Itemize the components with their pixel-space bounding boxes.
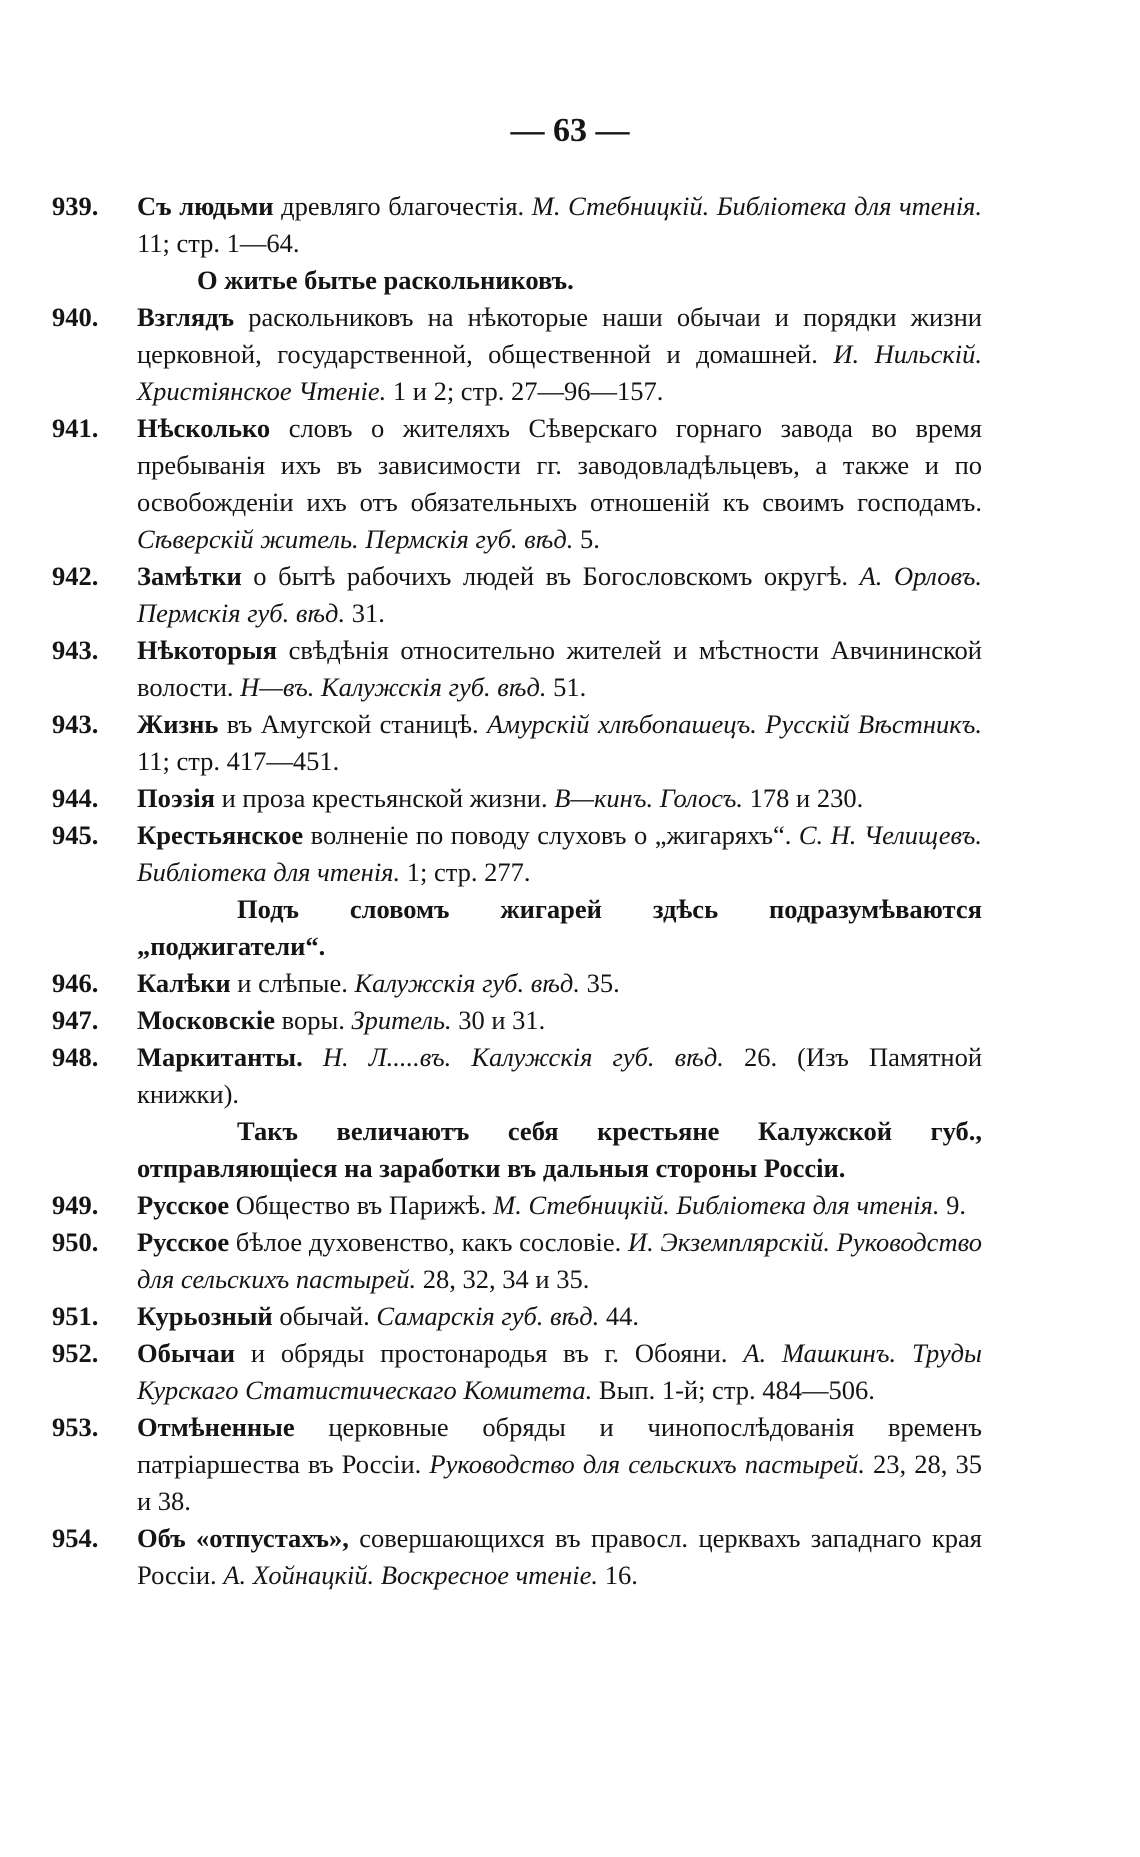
entry-number: 950. xyxy=(52,1227,99,1257)
entry-source: Библіотека для чтенія. xyxy=(709,191,982,221)
entry-source: Христіянское Чтеніе. xyxy=(137,376,387,406)
entry-title: Поэзія xyxy=(137,783,215,813)
bibliography-entry xyxy=(52,1187,982,1224)
entry-source: Библіотека для чтенія. xyxy=(669,1190,940,1220)
entry-details: 5. xyxy=(573,524,600,554)
entry-details: 26. (Изъ Памятной книжки). xyxy=(137,1042,983,1109)
entry-number: 953. xyxy=(52,1412,99,1442)
entry-title: Нѣсколько xyxy=(137,413,271,443)
entry-text: волненіе по поводу слуховъ о „жигаряхъ“. xyxy=(303,820,799,850)
entry-number: 948. xyxy=(52,1042,99,1072)
bibliography-entry xyxy=(52,558,982,632)
entry-text: древляго благочестія. xyxy=(273,191,532,221)
entry-title: Маркитанты. xyxy=(137,1042,303,1072)
entry-details: 11; стр. 1—64. xyxy=(137,228,300,258)
entry-text: совершающихся въ правосл. церквахъ западнаго края Россіи. xyxy=(137,1523,982,1590)
entry-details: 9. xyxy=(939,1190,966,1220)
entry-author: Сѣверскій житель. xyxy=(137,524,359,554)
entry-title: Курьозный xyxy=(137,1301,273,1331)
entry-title: Калѣки xyxy=(137,968,231,998)
entry-text: Общество въ Парижѣ. xyxy=(229,1190,494,1220)
bibliography-entry xyxy=(52,410,982,558)
entry-author: И. Нильскій. xyxy=(833,339,982,369)
entry-text xyxy=(303,1042,323,1072)
entry-title: Русское xyxy=(137,1227,230,1257)
bibliography-entry xyxy=(52,817,982,891)
entry-author: Н. Л.....въ. xyxy=(322,1042,452,1072)
entry-details: 30 и 31. xyxy=(451,1005,546,1035)
entry-note: Такъ величаютъ себя крестьяне Калужской губ., отправляющіеся на заработки въ дальныя стороны Россіи. xyxy=(137,1116,982,1183)
entry-text: воры. xyxy=(274,1005,352,1035)
entry-title: Обычаи xyxy=(137,1338,236,1368)
entry-title: Жизнь xyxy=(137,709,219,739)
entry-details: 23, 28, 35 и 38. xyxy=(137,1449,982,1516)
entry-source: Зритель. xyxy=(351,1005,452,1035)
entry-details: 44. xyxy=(599,1301,639,1331)
entry-text: бѣлое духовенство, какъ сословіе. xyxy=(229,1227,628,1257)
entry-details: 1; стр. 277. xyxy=(400,857,531,887)
entry-title: Замѣтки xyxy=(137,561,242,591)
entry-number: 943. xyxy=(52,709,99,739)
entry-source: Голосъ. xyxy=(653,783,744,813)
entry-source: Труды Курскаго Статистическаго Комитета. xyxy=(137,1338,982,1405)
entry-number: 947. xyxy=(52,1005,99,1035)
entry-text: въ Амугской станицѣ. xyxy=(218,709,487,739)
bibliography-list xyxy=(52,188,982,1594)
entry-title: Съ людьми xyxy=(137,191,274,221)
bibliography-entry xyxy=(52,1520,982,1594)
entry-text: словъ о жителяхъ Сѣверскаго горнаго завода во время пребыванія ихъ въ зависимости гг. заводовладѣльцевъ, а также и по освобожденіи ихъ отъ обязательныхъ отношеній къ своимъ господамъ. xyxy=(137,413,982,517)
bibliography-entry xyxy=(52,1002,982,1039)
bibliography-entry xyxy=(52,1409,982,1520)
entry-number: 939. xyxy=(52,191,99,221)
entry-source: Калужскія губ. вѣд. xyxy=(354,968,580,998)
entry-author: А. Орловъ. xyxy=(859,561,982,591)
entry-text: и обряды простонародья въ г. Обояни. xyxy=(235,1338,744,1368)
entry-number: 945. xyxy=(52,820,99,850)
entry-text: о бытѣ рабочихъ людей въ Богословскомъ округѣ. xyxy=(241,561,860,591)
entry-source: Калужскія губ. вѣд. xyxy=(451,1042,724,1072)
entry-title: Объ «отпустахъ», xyxy=(137,1523,349,1553)
entry-details: 16. xyxy=(598,1560,638,1590)
entry-author: М. Стебницкій. xyxy=(531,191,710,221)
entry-author: С. Н. Челищевъ. xyxy=(798,820,982,850)
entry-text: свѣдѣнія относительно жителей и мѣстности Авчининской волости. xyxy=(137,635,982,702)
entry-text: и слѣпые. xyxy=(230,968,355,998)
entry-details: 51. xyxy=(546,672,587,702)
entry-author: В—кинъ. xyxy=(554,783,654,813)
entry-author: М. Стебницкій. xyxy=(493,1190,670,1220)
entry-number: 951. xyxy=(52,1301,99,1331)
entry-source: Пермскія губ. вѣд. xyxy=(137,598,346,628)
entry-source: Библіотека для чтенія. xyxy=(137,857,401,887)
entry-source: Руководство для сельскихъ пастырей. xyxy=(429,1449,865,1479)
entry-number: 942. xyxy=(52,561,99,591)
entry-source: Руководство для сельскихъ пастырей. xyxy=(137,1227,982,1294)
entry-source: Калужскія губ. вѣд. xyxy=(314,672,547,702)
entry-title: Взглядъ xyxy=(137,302,235,332)
entry-source: Самарскія губ. вѣд. xyxy=(376,1301,600,1331)
entry-text: церковные обряды и чинопослѣдованія временъ патріаршества въ Россіи. xyxy=(137,1412,982,1479)
bibliography-entry xyxy=(52,1224,982,1298)
entry-source: Воскресное чтеніе. xyxy=(374,1560,599,1590)
entry-number: 954. xyxy=(52,1523,99,1553)
entry-note: Подъ словомъ жигарей здѣсь подразумѣваются „поджигатели“. xyxy=(137,894,982,961)
entry-number: 952. xyxy=(52,1338,99,1368)
bibliography-entry xyxy=(52,1298,982,1335)
entry-source: Пермскія губ. вѣд. xyxy=(358,524,574,554)
bibliography-entry xyxy=(52,965,982,1002)
entry-number: 946. xyxy=(52,968,99,998)
entry-number: 941. xyxy=(52,413,99,443)
entry-details: 11; стр. 417—451. xyxy=(137,746,340,776)
entry-title: Московскіе xyxy=(137,1005,275,1035)
entry-text: раскольниковъ на нѣкоторые наши обычаи и порядки жизни церковной, государственной, общественной и домашней. xyxy=(137,302,982,369)
entry-author: И. Экземплярскій. xyxy=(627,1227,830,1257)
entry-number: 949. xyxy=(52,1190,99,1220)
bibliography-entry xyxy=(52,1039,982,1113)
entry-number: 943. xyxy=(52,635,99,665)
entry-details: 178 и 230. xyxy=(743,783,864,813)
entry-author: Н—въ. xyxy=(240,672,315,702)
entry-details: 31. xyxy=(345,598,385,628)
entry-text: обычай. xyxy=(272,1301,377,1331)
bibliography-entry xyxy=(52,1335,982,1409)
entry-details: Вып. 1-й; стр. 484—506. xyxy=(592,1375,875,1405)
entry-number: 940. xyxy=(52,302,99,332)
entry-source: Русскій Вѣстникъ. xyxy=(756,709,982,739)
entry-details: 1 и 2; стр. 27—96—157. xyxy=(386,376,664,406)
entry-details: 35. xyxy=(579,968,620,998)
entry-title: Крестьянское xyxy=(137,820,304,850)
entry-details: 28, 32, 34 и 35. xyxy=(416,1264,590,1294)
entry-note: О житье бытье раскольниковъ. xyxy=(197,265,574,295)
page-number: — 63 — xyxy=(510,112,630,149)
entry-title: Русское xyxy=(137,1190,230,1220)
bibliography-entry xyxy=(52,632,982,706)
entry-number: 944. xyxy=(52,783,99,813)
entry-author: Амурскій хлѣбопашецъ. xyxy=(486,709,757,739)
entry-author: А. Хойнацкій. xyxy=(223,1560,375,1590)
bibliography-entry xyxy=(52,780,982,817)
bibliography-entry xyxy=(52,706,982,780)
entry-title: Нѣкоторыя xyxy=(137,635,278,665)
entry-title: Отмѣненные xyxy=(137,1412,295,1442)
entry-text: и проза крестьянской жизни. xyxy=(215,783,555,813)
bibliography-entry xyxy=(52,299,982,410)
bibliography-entry xyxy=(52,188,982,262)
entry-author: А. Машкинъ. xyxy=(743,1338,897,1368)
